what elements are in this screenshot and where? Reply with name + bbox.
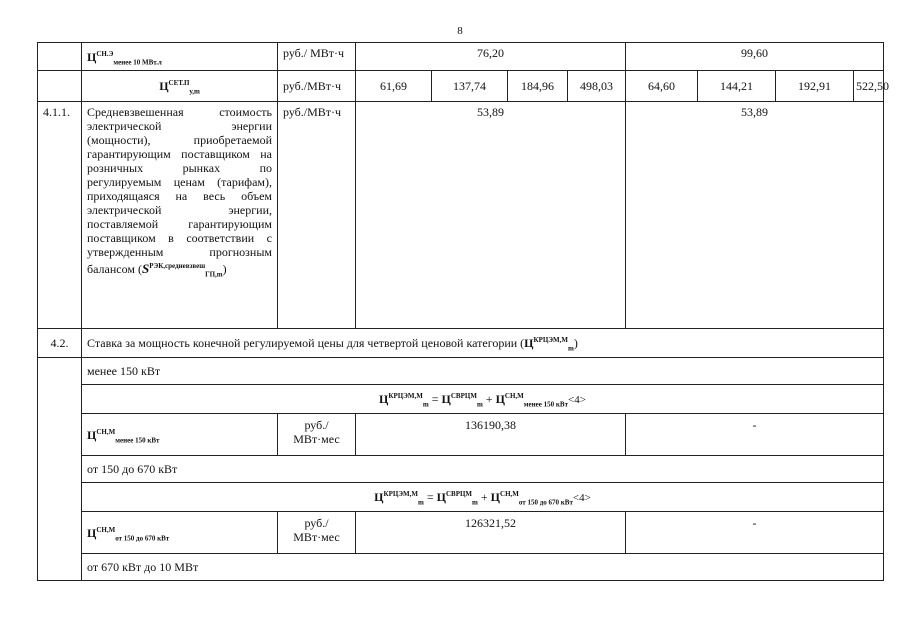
table-row (38, 43, 884, 71)
table-row (38, 329, 884, 358)
symbol-cell: $Ц^{СН,М}_{менее 150 кВт}$ (82, 414, 278, 456)
description-cell (82, 102, 278, 329)
table-row (38, 385, 884, 414)
table-row (38, 102, 884, 329)
subsection-label: менее 150 кВт (82, 358, 884, 385)
row-number-cell (38, 358, 82, 581)
value-cell: 64,60 (626, 71, 698, 102)
section-heading: Ставка за мощность конечной регулируемой цены для четвертой ценовой категории $(Ц^{КРЦЭМ,М}_m)$ (82, 329, 884, 358)
subsection-label: от 670 кВт до 10 МВт (82, 554, 884, 581)
description-line: поставляемой гарантирующим (87, 217, 272, 231)
value-cell: - (626, 512, 884, 554)
value-cell: 522,50 (854, 71, 884, 102)
symbol-cell: $Ц^{СЕТ.П}_{у,m}$ (82, 71, 278, 102)
formula: $Ц^{КРЦЭМ,М}_m = Ц^{СВРЦМ}_m + Ц^{СН,М}_{менее 150 кВт}<4>$ (82, 385, 884, 414)
subsection-label: от 150 до 670 кВт (82, 456, 884, 483)
unit-cell: руб./МВт·ч (278, 102, 356, 329)
value-cell: 137,74 (432, 71, 508, 102)
unit-cell: руб./ МВт·ч (278, 43, 356, 71)
row-number-cell: 4.1.1. (38, 102, 82, 329)
value-cell: 53,89 (626, 102, 884, 329)
value-cell: 184,96 (508, 71, 568, 102)
row-number-cell: 4.2. (38, 329, 82, 358)
description-line: утвержденным прогнозным (87, 245, 272, 259)
value-cell: 144,21 (698, 71, 776, 102)
value-cell: 192,91 (776, 71, 854, 102)
description-line: поставщиком в соответствии с (87, 231, 272, 245)
symbol-cell: $Ц^{СН.Э}_{менее 10 МВт.л}$ (82, 43, 278, 71)
table-row (38, 414, 884, 456)
table-row (38, 483, 884, 512)
description-line: розничных рынках по (87, 161, 272, 175)
row-number-cell (38, 71, 82, 102)
description-line: гарантирующим поставщиком на (87, 147, 272, 161)
formula: $Ц^{КРЦЭМ,М}_m = Ц^{СВРЦМ}_m + Ц^{СН,М}_{от 150 до 670 кВт}<4>$ (82, 483, 884, 512)
description-line: приходящаяся на весь объем (87, 189, 272, 203)
tariff-table (37, 42, 889, 581)
value-cell: 126321,52 (356, 512, 626, 554)
row-number-cell (38, 43, 82, 71)
value-cell: 76,20 (356, 43, 626, 71)
symbol-cell: $Ц^{СН,М}_{от 150 до 670 кВт}$ (82, 512, 278, 554)
value-cell: 498,03 (568, 71, 626, 102)
value-cell: - (626, 414, 884, 456)
description-line: балансом $(S^{РЭК,средневзвеш}_{ГП,m})$ (87, 261, 227, 279)
description-line: Средневзвешенная стоимость (87, 105, 272, 119)
description-line: электрической энергии, (87, 203, 272, 217)
page-number: 8 (457, 25, 463, 37)
unit-cell: руб./МВт·ч (278, 71, 356, 102)
description-line: электрической энергии (87, 119, 272, 133)
table-row (38, 71, 884, 102)
table-row (38, 456, 884, 483)
description-line: (мощности), приобретаемой (87, 133, 272, 147)
value-cell: 61,69 (356, 71, 432, 102)
description-line: регулируемым ценам (тарифам), (87, 175, 272, 189)
unit-cell: руб./ МВт·мес (278, 512, 356, 554)
value-cell: 53,89 (356, 102, 626, 329)
value-cell: 99,60 (626, 43, 884, 71)
value-cell: 136190,38 (356, 414, 626, 456)
table-row (38, 554, 884, 581)
table-row (38, 512, 884, 554)
table-row (38, 358, 884, 385)
unit-cell: руб./ МВт·мес (278, 414, 356, 456)
